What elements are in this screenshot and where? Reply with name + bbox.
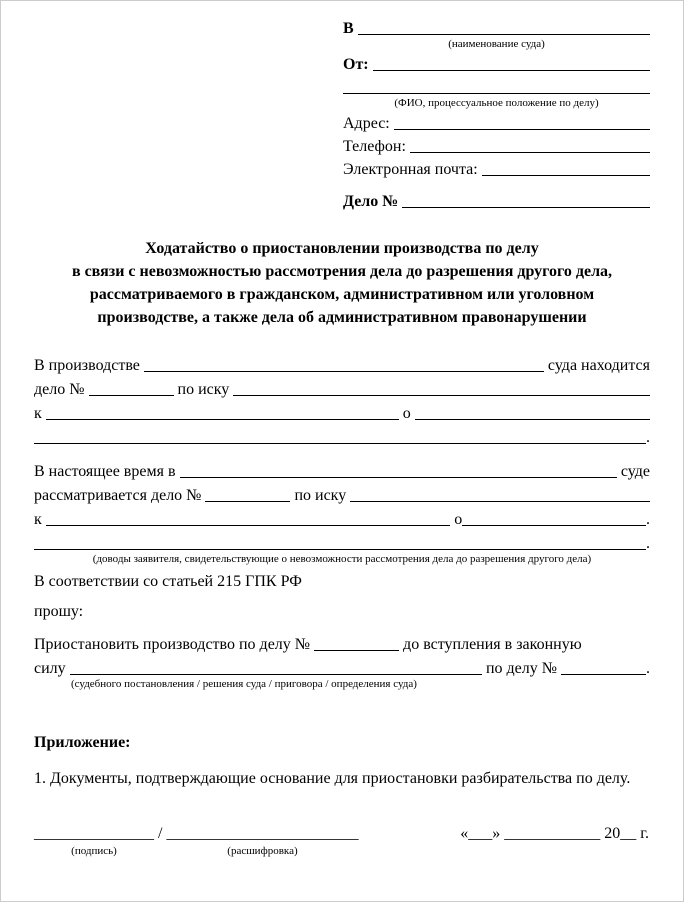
paragraph-first-case	[34, 351, 650, 447]
ruling-blank	[70, 674, 482, 675]
document-title	[34, 237, 650, 329]
paragraph-other-case	[34, 457, 650, 566]
p1-text: .	[646, 429, 650, 446]
phone-line	[343, 133, 650, 156]
p2-text: .	[646, 511, 650, 528]
other-case-no-blank	[205, 501, 290, 502]
other-subject-blank	[462, 525, 646, 526]
name-caption: (расшифровка)	[227, 845, 298, 857]
p1-text: о	[398, 405, 415, 422]
title-line-1: Ходатайство о приостановлении производства по делу	[145, 240, 539, 257]
p1-text: к	[34, 405, 46, 422]
signature-blank: _______________	[34, 825, 154, 842]
request-label: прошу:	[34, 603, 84, 620]
statute-line: В соответствии со статьей 215 ГПК РФ	[34, 573, 302, 590]
other-claimant-blank	[350, 501, 650, 502]
arguments-caption: (доводы заявителя, свидетельствующие о невозможности рассмотрения дела до разрешения другого дела)	[92, 553, 592, 565]
from-blank-2	[343, 93, 650, 94]
signature-unit	[34, 823, 154, 858]
address-label: Адрес:	[343, 115, 394, 132]
case-no-blank	[89, 395, 174, 396]
claimant-blank	[233, 395, 650, 396]
from-label: От:	[343, 56, 373, 73]
from-line	[343, 51, 650, 74]
court-name-blank	[144, 371, 544, 372]
req-text: до вступления в законную	[399, 636, 582, 653]
ruling-case-no-blank	[561, 674, 646, 675]
arguments-blank	[34, 549, 646, 550]
signature-separator: /	[154, 825, 167, 842]
court-caption: (наименование суда)	[448, 38, 545, 50]
ruling-caption: (судебного постановления / решения суда / приговора / определения суда)	[71, 678, 417, 690]
header-block	[343, 15, 650, 211]
suspend-case-no-blank	[314, 650, 399, 651]
p2-text: В настоящее время в	[34, 463, 180, 480]
p1-text: суда находится	[543, 357, 650, 374]
p2-text: суде	[616, 463, 650, 480]
p1-text: В производстве	[34, 357, 144, 374]
req-text: .	[646, 660, 650, 677]
email-line	[343, 156, 650, 179]
name-unit	[166, 823, 358, 858]
title-line-3: рассматриваемого в гражданском, административном или уголовном	[89, 286, 595, 303]
attachment-item: 1. Документы, подтверждающие основание для приостановки разбирательства по делу.	[34, 770, 631, 787]
signature-row	[34, 823, 650, 858]
email-blank	[482, 175, 650, 176]
name-blank: ________________________	[166, 825, 359, 842]
title-line-2: в связи с невозможностью рассмотрения дела до разрешения другого дела,	[71, 263, 613, 280]
from-continuation-line	[343, 74, 650, 97]
subject-continuation-blank	[34, 443, 646, 444]
email-label: Электронная почта:	[343, 161, 482, 178]
from-blank	[373, 70, 650, 71]
address-line	[343, 110, 650, 133]
p2-text: рассматривается дело №	[34, 487, 206, 504]
p2-text: по иску	[290, 487, 351, 504]
court-label: В	[343, 20, 358, 37]
phone-blank	[410, 152, 650, 153]
req-text: Приостановить производство по делу №	[34, 636, 315, 653]
from-caption: (ФИО, процессуальное положение по делу)	[394, 97, 599, 109]
attachments-heading: Приложение:	[34, 734, 131, 751]
defendant-blank	[46, 419, 399, 420]
p2-text: о	[450, 511, 463, 528]
court-blank	[358, 34, 650, 35]
date-field: «___» ____________ 20__ г.	[460, 825, 649, 842]
req-text: по делу №	[481, 660, 561, 677]
address-blank	[394, 129, 650, 130]
phone-label: Телефон:	[343, 138, 410, 155]
case-number-line	[343, 188, 650, 211]
case-blank	[402, 207, 650, 208]
subject-blank	[415, 419, 650, 420]
other-court-blank	[180, 477, 617, 478]
title-line-4: производстве, а также дела об административном правонарушении	[97, 309, 587, 326]
other-defendant-blank	[46, 525, 450, 526]
court-line	[343, 15, 650, 38]
p2-text: к	[34, 511, 46, 528]
p1-text: по иску	[173, 381, 234, 398]
p2-text: .	[646, 535, 650, 552]
signature-caption: (подпись)	[71, 845, 117, 857]
case-label: Дело №	[343, 193, 403, 210]
req-text: силу	[34, 660, 70, 677]
p1-text: дело №	[34, 381, 89, 398]
request-paragraph	[34, 630, 650, 691]
